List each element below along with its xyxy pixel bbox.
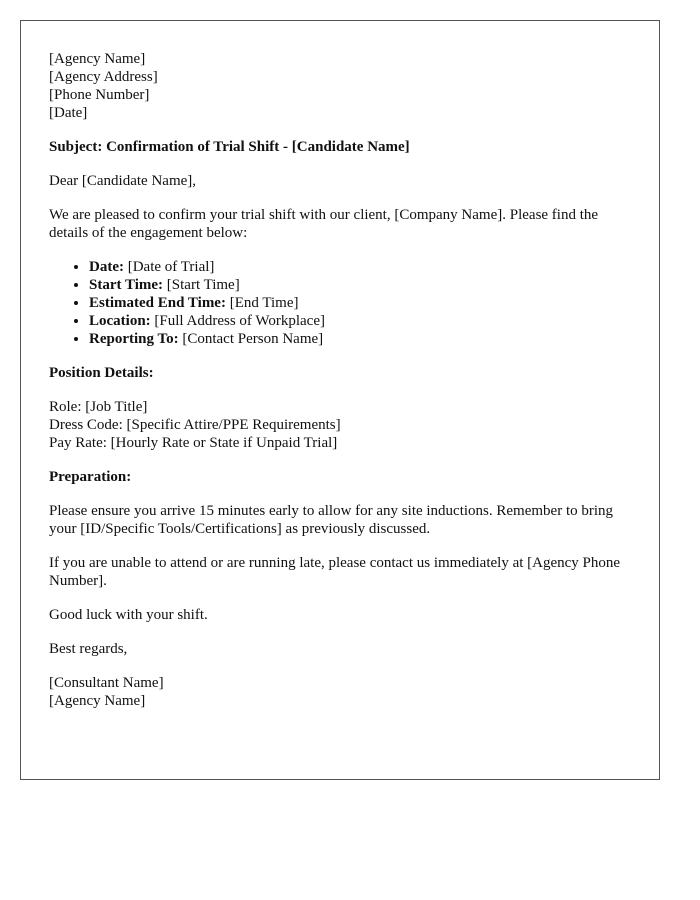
pay-rate-line: Pay Rate: [Hourly Rate or State if Unpaid Trial] bbox=[49, 435, 338, 451]
detail-label: Location: bbox=[89, 313, 151, 329]
detail-value: [Contact Person Name] bbox=[178, 331, 324, 347]
signature-block bbox=[49, 674, 639, 710]
detail-value: [End Time] bbox=[225, 295, 299, 311]
detail-value: [Start Time] bbox=[163, 277, 240, 293]
contact-paragraph: If you are unable to attend or are running late, please contact us immediately at [Agency Phone Number]. bbox=[49, 555, 621, 589]
list-item bbox=[89, 258, 639, 276]
detail-value: [Full Address of Workplace] bbox=[150, 313, 325, 329]
role-line: Role: [Job Title] bbox=[49, 399, 148, 415]
phone-number: [Phone Number] bbox=[49, 87, 150, 103]
list-item bbox=[89, 330, 639, 348]
good-luck-line: Good luck with your shift. bbox=[49, 607, 208, 623]
preparation-paragraph: Please ensure you arrive 15 minutes early to allow for any site inductions. Remember to bring your [ID/Specific Tools/Certifications] as previously discussed. bbox=[49, 503, 614, 537]
detail-label: Estimated End Time: bbox=[89, 295, 226, 311]
signature-agency-name: [Agency Name] bbox=[49, 693, 146, 709]
detail-label: Start Time: bbox=[89, 277, 164, 293]
position-details bbox=[49, 398, 639, 452]
consultant-name: [Consultant Name] bbox=[49, 675, 164, 691]
detail-value: [Date of Trial] bbox=[123, 259, 215, 275]
list-item bbox=[89, 276, 639, 294]
detail-label: Reporting To: bbox=[89, 331, 179, 347]
subject-line: Subject: Confirmation of Trial Shift - [Candidate Name] bbox=[49, 139, 410, 155]
intro-paragraph: We are pleased to confirm your trial shift with our client, [Company Name]. Please find the details of the engagement below: bbox=[49, 207, 599, 241]
trial-details-list bbox=[49, 258, 639, 348]
preparation-heading: Preparation: bbox=[49, 469, 132, 485]
sender-block bbox=[49, 50, 639, 122]
letter-date: [Date] bbox=[49, 105, 88, 121]
dress-code-line: Dress Code: [Specific Attire/PPE Requirements] bbox=[49, 417, 341, 433]
agency-name: [Agency Name] bbox=[49, 51, 146, 67]
position-details-heading: Position Details: bbox=[49, 365, 154, 381]
salutation: Dear [Candidate Name], bbox=[49, 173, 197, 189]
closing-line: Best regards, bbox=[49, 641, 128, 657]
agency-address: [Agency Address] bbox=[49, 69, 158, 85]
letter bbox=[20, 20, 660, 780]
list-item bbox=[89, 312, 639, 330]
list-item bbox=[89, 294, 639, 312]
detail-label: Date: bbox=[89, 259, 124, 275]
